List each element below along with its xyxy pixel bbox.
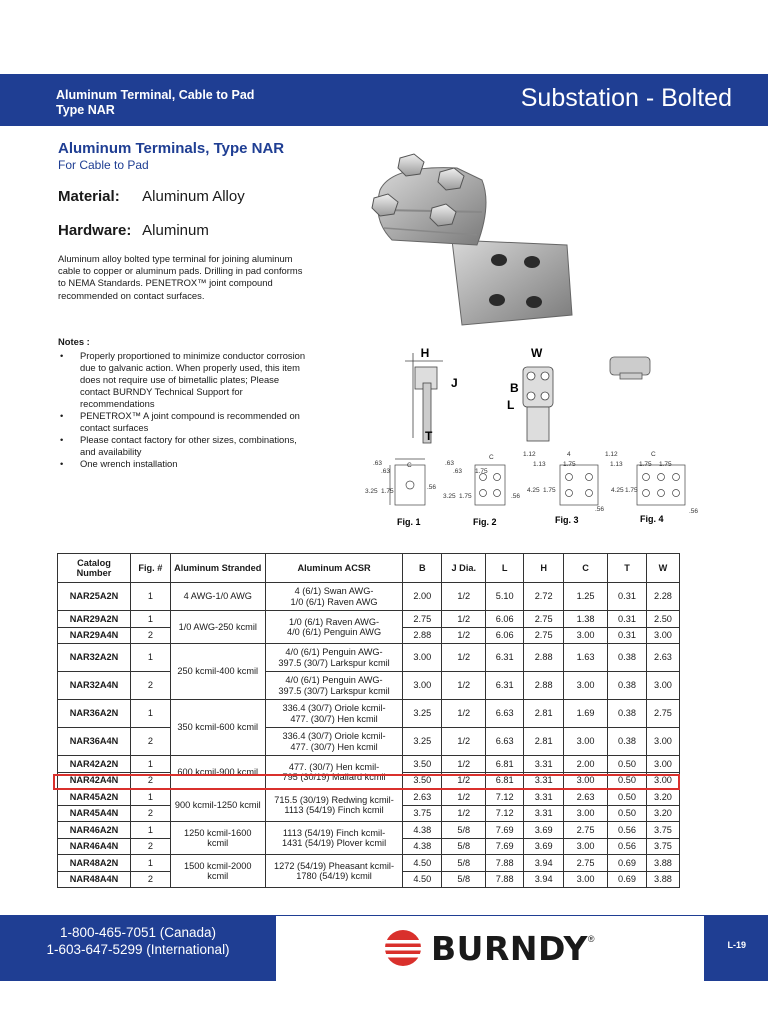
table-cell: 2.00 bbox=[403, 583, 442, 611]
dim-label: 1.13 bbox=[610, 461, 623, 468]
dim-label: .56 bbox=[511, 493, 521, 500]
table-cell: 2.81 bbox=[524, 700, 564, 728]
hardware-label: Hardware: bbox=[58, 222, 132, 239]
table-row bbox=[58, 700, 680, 728]
table-cell: 2.63 bbox=[564, 789, 608, 806]
material-row bbox=[58, 188, 245, 205]
table-cell: 3.00 bbox=[564, 772, 608, 789]
table-cell: 0.50 bbox=[608, 772, 647, 789]
dim-label: 3.25 bbox=[443, 493, 456, 500]
phone-international: 1-603-647-5299 (International) bbox=[46, 942, 230, 957]
table-cell: 2 bbox=[130, 672, 170, 700]
hardware-value: Aluminum bbox=[142, 222, 209, 239]
note-item: • Properly proportioned to minimize conductor corrosion due to galvanic action. When properly used, this item does not require use of bimetallic plates; Please contact BURNDY Technical Support for recommendations bbox=[58, 350, 308, 410]
table-cell: 6.06 bbox=[486, 611, 524, 628]
table-cell: 3.50 bbox=[403, 772, 442, 789]
table-cell: NAR29A4N bbox=[58, 627, 131, 644]
figure-label: Fig. 2 bbox=[473, 517, 497, 527]
table-cell: 0.69 bbox=[608, 855, 647, 872]
table-cell: NAR32A2N bbox=[58, 644, 131, 672]
burndy-logo-icon bbox=[383, 928, 423, 968]
table-cell: 3.75 bbox=[646, 838, 679, 855]
dim-label: 1.12 bbox=[523, 451, 536, 458]
table-cell: 2 bbox=[130, 838, 170, 855]
table-cell: 1.69 bbox=[564, 700, 608, 728]
table-cell: 1 bbox=[130, 611, 170, 628]
hardware-row bbox=[58, 222, 209, 239]
table-cell: 1/2 bbox=[442, 728, 486, 756]
product-title: Aluminum Terminals, Type NAR bbox=[58, 140, 285, 157]
table-cell: 2 bbox=[130, 772, 170, 789]
table-cell: 3.69 bbox=[524, 822, 564, 839]
table-cell: 6.81 bbox=[486, 772, 524, 789]
col-header: Aluminum Stranded bbox=[170, 554, 265, 583]
dim-label: 1.75 bbox=[543, 487, 556, 494]
section-title: Substation - Bolted bbox=[520, 84, 732, 112]
table-cell: 477. (30/7) Hen kcmil- 795 (30/19) Mallard kcmil bbox=[265, 756, 403, 789]
table-cell: 2 bbox=[130, 871, 170, 888]
col-header: B bbox=[403, 554, 442, 583]
table-cell: 3.25 bbox=[403, 700, 442, 728]
table-cell: 1/2 bbox=[442, 672, 486, 700]
table-cell: 0.50 bbox=[608, 789, 647, 806]
table-cell: 3.00 bbox=[564, 871, 608, 888]
dim-label: 4 bbox=[567, 451, 571, 458]
table-row bbox=[58, 644, 680, 672]
table-cell: 6.63 bbox=[486, 700, 524, 728]
table-cell: 3.00 bbox=[646, 728, 679, 756]
table-cell: 1250 kcmil-1600 kcmil bbox=[170, 822, 265, 855]
table-cell: NAR42A4N bbox=[58, 772, 131, 789]
table-cell: 3.31 bbox=[524, 789, 564, 806]
table-cell: 0.31 bbox=[608, 611, 647, 628]
table-cell: 6.31 bbox=[486, 672, 524, 700]
table-cell: 3.00 bbox=[564, 838, 608, 855]
table-cell: 1 bbox=[130, 789, 170, 806]
table-cell: 0.56 bbox=[608, 838, 647, 855]
dim-label: .63 bbox=[453, 468, 463, 475]
table-cell: 4 AWG-1/0 AWG bbox=[170, 583, 265, 611]
table-cell: 0.38 bbox=[608, 672, 647, 700]
table-cell: 4.38 bbox=[403, 822, 442, 839]
table-cell: 7.12 bbox=[486, 805, 524, 822]
dim-letter-t: T bbox=[425, 429, 433, 443]
table-cell: 5.10 bbox=[486, 583, 524, 611]
table-header-row bbox=[58, 554, 680, 583]
table-cell: 2.88 bbox=[524, 672, 564, 700]
table-cell: 0.50 bbox=[608, 805, 647, 822]
table-cell: 1/2 bbox=[442, 789, 486, 806]
table-cell: 900 kcmil-1250 kcmil bbox=[170, 789, 265, 822]
table-cell: 600 kcmil-900 kcmil bbox=[170, 756, 265, 789]
table-cell: 2.75 bbox=[646, 700, 679, 728]
dim-label: .63 bbox=[373, 460, 383, 467]
specs-table bbox=[57, 553, 680, 888]
table-cell: 7.69 bbox=[486, 822, 524, 839]
table-cell: 1500 kcmil-2000 kcmil bbox=[170, 855, 265, 888]
table-cell: 0.38 bbox=[608, 700, 647, 728]
table-row bbox=[58, 611, 680, 628]
table-cell: NAR36A2N bbox=[58, 700, 131, 728]
table-cell: NAR48A2N bbox=[58, 855, 131, 872]
table-cell: 3.31 bbox=[524, 772, 564, 789]
registered-mark: ® bbox=[587, 934, 595, 944]
table-cell: 2.88 bbox=[403, 627, 442, 644]
header-product-line bbox=[56, 88, 254, 118]
table-cell: 2.75 bbox=[524, 611, 564, 628]
table-cell: 2.63 bbox=[646, 644, 679, 672]
figure-label: Fig. 3 bbox=[555, 515, 579, 525]
table-cell: 1/2 bbox=[442, 805, 486, 822]
table-cell: 3.00 bbox=[564, 728, 608, 756]
dim-letter-j: J bbox=[451, 376, 458, 390]
table-cell: 1.63 bbox=[564, 644, 608, 672]
table-cell: 2.28 bbox=[646, 583, 679, 611]
table-cell: 1/0 AWG-250 kcmil bbox=[170, 611, 265, 644]
table-cell: 3.00 bbox=[403, 672, 442, 700]
table-cell: 3.31 bbox=[524, 756, 564, 773]
table-cell: 3.00 bbox=[646, 672, 679, 700]
dim-label: 1.75 bbox=[625, 487, 638, 494]
table-cell: 2.75 bbox=[564, 822, 608, 839]
table-cell: 0.31 bbox=[608, 627, 647, 644]
note-item: • One wrench installation bbox=[58, 458, 308, 470]
table-cell: 4.50 bbox=[403, 871, 442, 888]
dim-label: 1.75 bbox=[563, 461, 576, 468]
material-value: Aluminum Alloy bbox=[142, 188, 245, 205]
dim-letter-h: H bbox=[420, 346, 430, 360]
table-cell: 2.75 bbox=[403, 611, 442, 628]
dimension-figures bbox=[355, 343, 705, 533]
table-cell: 0.38 bbox=[608, 644, 647, 672]
table-cell: 3.69 bbox=[524, 838, 564, 855]
dim-label: .63 bbox=[445, 460, 455, 467]
dim-label: 1.75 bbox=[659, 461, 672, 468]
table-row bbox=[58, 756, 680, 773]
table-cell: 3.88 bbox=[646, 871, 679, 888]
table-cell: 6.31 bbox=[486, 644, 524, 672]
brand-name: BURNDY bbox=[431, 928, 588, 968]
table-cell: 1.25 bbox=[564, 583, 608, 611]
table-cell: 2.72 bbox=[524, 583, 564, 611]
table-cell: NAR46A2N bbox=[58, 822, 131, 839]
table-cell: 3.20 bbox=[646, 805, 679, 822]
table-cell: 2.75 bbox=[524, 627, 564, 644]
col-header: Fig. # bbox=[130, 554, 170, 583]
table-cell: 5/8 bbox=[442, 838, 486, 855]
notes-list bbox=[58, 350, 308, 470]
table-cell: 0.50 bbox=[608, 756, 647, 773]
table-cell: 1.38 bbox=[564, 611, 608, 628]
table-cell: 4.38 bbox=[403, 838, 442, 855]
table-cell: 1/2 bbox=[442, 700, 486, 728]
table-cell: 4 (6/1) Swan AWG- 1/0 (6/1) Raven AWG bbox=[265, 583, 403, 611]
dim-letter-w: W bbox=[531, 346, 543, 360]
table-cell: 1/2 bbox=[442, 644, 486, 672]
dim-label: .56 bbox=[689, 508, 699, 515]
table-cell: 3.75 bbox=[403, 805, 442, 822]
table-cell: 1/0 (6/1) Raven AWG- 4/0 (6/1) Penguin AWG bbox=[265, 611, 403, 644]
dim-letter-b: B bbox=[510, 381, 519, 395]
product-description: Aluminum alloy bolted type terminal for joining aluminum cable to copper or aluminum pads. Drilling in pad conforms to NEMA Standards. PENETROX™ joint compound recommended on contact surfaces. bbox=[58, 253, 303, 301]
page-number: L-19 bbox=[727, 940, 746, 950]
dim-label: 4.25 bbox=[527, 487, 540, 494]
dim-label: 1.75 bbox=[459, 493, 472, 500]
note-item: • PENETROX™ A joint compound is recommended on contact surfaces bbox=[58, 410, 308, 434]
table-cell: 3.00 bbox=[564, 627, 608, 644]
col-header: H bbox=[524, 554, 564, 583]
dim-letter-l: L bbox=[507, 398, 515, 412]
burndy-logo bbox=[383, 928, 595, 968]
table-cell: 0.31 bbox=[608, 583, 647, 611]
terminal-product-image bbox=[362, 150, 582, 340]
table-cell: NAR32A4N bbox=[58, 672, 131, 700]
table-cell: 6.06 bbox=[486, 627, 524, 644]
table-cell: 2.63 bbox=[403, 789, 442, 806]
table-cell: 336.4 (30/7) Oriole kcmil- 477. (30/7) Hen kcmil bbox=[265, 700, 403, 728]
table-cell: 3.00 bbox=[646, 772, 679, 789]
table-cell: 7.88 bbox=[486, 855, 524, 872]
table-row bbox=[58, 583, 680, 611]
table-cell: 5/8 bbox=[442, 871, 486, 888]
material-label: Material: bbox=[58, 188, 120, 205]
header-line-1: Aluminum Terminal, Cable to Pad bbox=[56, 88, 255, 102]
col-header: C bbox=[564, 554, 608, 583]
table-cell: 350 kcmil-600 kcmil bbox=[170, 700, 265, 756]
notes-heading: Notes : bbox=[58, 336, 90, 347]
table-cell: 0.69 bbox=[608, 871, 647, 888]
table-cell: 3.94 bbox=[524, 855, 564, 872]
table-cell: NAR42A2N bbox=[58, 756, 131, 773]
table-cell: NAR29A2N bbox=[58, 611, 131, 628]
table-row bbox=[58, 789, 680, 806]
table-cell: 7.69 bbox=[486, 838, 524, 855]
table-cell: 3.94 bbox=[524, 871, 564, 888]
table-cell: 2.81 bbox=[524, 728, 564, 756]
table-cell: 0.56 bbox=[608, 822, 647, 839]
table-cell: 7.12 bbox=[486, 789, 524, 806]
dim-label: 1.75 bbox=[639, 461, 652, 468]
dim-label: .56 bbox=[595, 506, 605, 513]
table-cell: 6.81 bbox=[486, 756, 524, 773]
header-line-2: Type NAR bbox=[56, 103, 115, 117]
table-cell: 4/0 (6/1) Penguin AWG- 397.5 (30/7) Larkspur kcmil bbox=[265, 644, 403, 672]
table-cell: 1/2 bbox=[442, 583, 486, 611]
dim-label: 1.75 bbox=[475, 468, 488, 475]
specs-table-wrapper bbox=[57, 553, 680, 888]
table-cell: 3.50 bbox=[403, 756, 442, 773]
table-cell: NAR45A2N bbox=[58, 789, 131, 806]
table-cell: NAR46A4N bbox=[58, 838, 131, 855]
col-header: Catalog Number bbox=[58, 554, 131, 583]
table-row bbox=[58, 728, 680, 756]
table-cell: 3.25 bbox=[403, 728, 442, 756]
dim-label: 1.12 bbox=[605, 451, 618, 458]
col-header: T bbox=[608, 554, 647, 583]
table-cell: 4.50 bbox=[403, 855, 442, 872]
table-cell: 1272 (54/19) Pheasant kcmil- 1780 (54/19) kcmil bbox=[265, 855, 403, 888]
dim-label: C bbox=[407, 462, 412, 469]
dim-label: 3.25 bbox=[365, 488, 378, 495]
table-cell: 1113 (54/19) Finch kcmil- 1431 (54/19) Plover kcmil bbox=[265, 822, 403, 855]
dim-label: .56 bbox=[427, 484, 437, 491]
phone-canada: 1-800-465-7051 (Canada) bbox=[59, 925, 217, 940]
table-cell: 5/8 bbox=[442, 855, 486, 872]
table-cell: 3.00 bbox=[403, 644, 442, 672]
table-cell: 1 bbox=[130, 700, 170, 728]
table-cell: 2.88 bbox=[524, 644, 564, 672]
table-row bbox=[58, 855, 680, 872]
col-header: L bbox=[486, 554, 524, 583]
table-cell: 3.00 bbox=[646, 756, 679, 773]
table-cell: 5/8 bbox=[442, 822, 486, 839]
note-item: • Please contact factory for other sizes, combinations, and availability bbox=[58, 434, 308, 458]
table-cell: 2.00 bbox=[564, 756, 608, 773]
table-cell: 2 bbox=[130, 728, 170, 756]
table-cell: 2 bbox=[130, 805, 170, 822]
table-cell: 2 bbox=[130, 627, 170, 644]
table-cell: 715.5 (30/19) Redwing kcmil- 1113 (54/19) Finch kcmil bbox=[265, 789, 403, 822]
table-cell: 3.88 bbox=[646, 855, 679, 872]
table-cell: 1/2 bbox=[442, 756, 486, 773]
table-cell: NAR45A4N bbox=[58, 805, 131, 822]
dim-label: .63 bbox=[381, 468, 391, 475]
table-cell: 1 bbox=[130, 583, 170, 611]
table-cell: 6.63 bbox=[486, 728, 524, 756]
dim-label: 1.75 bbox=[381, 488, 394, 495]
col-header: W bbox=[646, 554, 679, 583]
col-header: Aluminum ACSR bbox=[265, 554, 403, 583]
col-header: J Dia. bbox=[442, 554, 486, 583]
dim-label: C bbox=[489, 454, 494, 461]
table-cell: 250 kcmil-400 kcmil bbox=[170, 644, 265, 700]
dim-label: 1.13 bbox=[533, 461, 546, 468]
table-cell: 7.88 bbox=[486, 871, 524, 888]
table-cell: 3.00 bbox=[564, 672, 608, 700]
table-cell: 2.75 bbox=[564, 855, 608, 872]
table-cell: 0.38 bbox=[608, 728, 647, 756]
table-cell: 2.50 bbox=[646, 611, 679, 628]
dim-label: C bbox=[651, 451, 656, 458]
table-cell: 1 bbox=[130, 855, 170, 872]
table-cell: NAR36A4N bbox=[58, 728, 131, 756]
table-cell: 1 bbox=[130, 756, 170, 773]
table-cell: 1 bbox=[130, 822, 170, 839]
table-cell: 1/2 bbox=[442, 772, 486, 789]
table-cell: 4/0 (6/1) Penguin AWG- 397.5 (30/7) Larkspur kcmil bbox=[265, 672, 403, 700]
table-cell: 1/2 bbox=[442, 627, 486, 644]
table-row bbox=[58, 672, 680, 700]
table-cell: 3.20 bbox=[646, 789, 679, 806]
figure-label: Fig. 1 bbox=[397, 517, 421, 527]
figure-label: Fig. 4 bbox=[640, 514, 664, 524]
table-cell: 1 bbox=[130, 644, 170, 672]
table-cell: 3.31 bbox=[524, 805, 564, 822]
table-cell: 3.75 bbox=[646, 822, 679, 839]
table-cell: 3.00 bbox=[646, 627, 679, 644]
product-subtitle: For Cable to Pad bbox=[58, 158, 149, 172]
table-cell: NAR25A2N bbox=[58, 583, 131, 611]
table-cell: 336.4 (30/7) Oriole kcmil- 477. (30/7) Hen kcmil bbox=[265, 728, 403, 756]
table-row bbox=[58, 822, 680, 839]
table-cell: 1/2 bbox=[442, 611, 486, 628]
table-cell: NAR48A4N bbox=[58, 871, 131, 888]
dim-label: 4.25 bbox=[611, 487, 624, 494]
table-cell: 3.00 bbox=[564, 805, 608, 822]
